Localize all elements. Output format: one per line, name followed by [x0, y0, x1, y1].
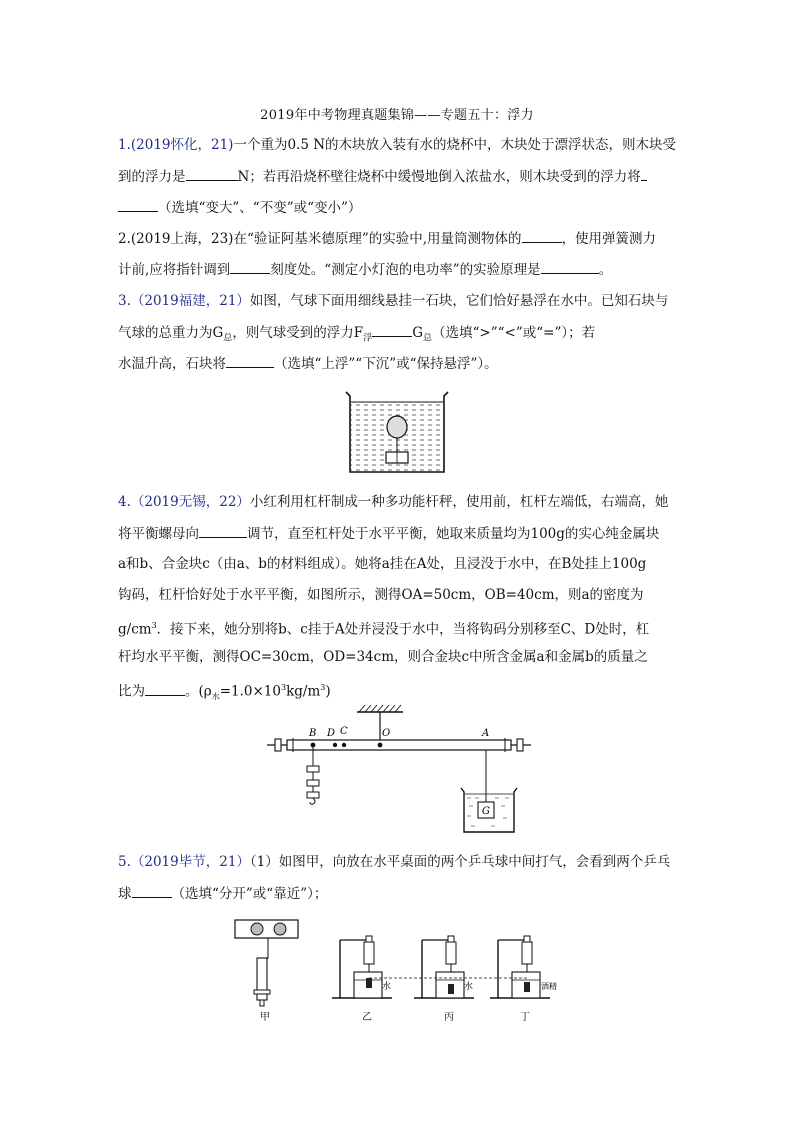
q3-sub2: 浮: [363, 333, 373, 344]
q4-line2: [118, 523, 684, 544]
q2-source: 2.(2019上海，23): [118, 231, 234, 247]
weight-hook: [310, 798, 315, 804]
q4-line3: a和b、合金块c（由a、b的材料组成）。她将a挂在A处，且浸没于水中，在B处挂上100g: [118, 556, 647, 572]
q4-blank2[interactable]: [145, 681, 185, 696]
label-c: C: [340, 726, 348, 737]
q1-text2a: 到的浮力是: [118, 169, 186, 185]
label-b: B: [309, 728, 317, 739]
point-o: [378, 743, 383, 748]
q2-line2: [118, 259, 684, 280]
q5-source: 5.（2019毕节，21）: [118, 854, 250, 870]
q4-text7a: 比为: [118, 683, 145, 700]
label-water1: 水: [382, 982, 392, 992]
q1-text3: （选填“变大”、“不变”或“变小”）: [158, 200, 362, 216]
q3-text3a: 水温升高，石块将: [118, 356, 226, 372]
q4-text7b: 。(ρ: [185, 683, 212, 700]
fig-jia: [235, 920, 298, 1023]
q2-text2c: 。: [598, 262, 613, 278]
balloon: [387, 416, 407, 438]
point-b: [311, 743, 316, 748]
q2-line1: [118, 228, 684, 249]
q3-blank1[interactable]: [372, 322, 412, 337]
q5-text2a: 球: [118, 886, 132, 902]
q5-text2b: （选填“分开”或“靠近”）；: [171, 886, 328, 902]
fig-ding: [490, 936, 557, 1023]
q4-line5: [118, 616, 684, 640]
q5-text1: （1）如图甲，向放在水平桌面的两个乒乓球中间打气，会看到两个乒乓: [249, 854, 671, 870]
q3-text2b: ，则气球受到的浮力F: [232, 325, 364, 341]
q3-line3: [118, 353, 684, 374]
label-bing: 丙: [444, 1012, 454, 1023]
label-jia: 甲: [260, 1012, 270, 1023]
label-o: O: [382, 728, 391, 739]
fig5-figure: [232, 914, 568, 1024]
fig-bing: [414, 936, 474, 1023]
q4-sup1: 3: [151, 621, 157, 630]
q4-line4: 钩码，杠杆恰好处于水平平衡，如图所示，测得OA=50cm，OB=40cm，则a的密度为: [118, 587, 644, 603]
q2-text1: 在“验证阿基米德原理”的实验中,用量筒测物体的: [233, 231, 522, 247]
label-g: G: [482, 806, 490, 817]
weight-middle: [307, 780, 319, 786]
q4-blank1[interactable]: [199, 523, 247, 538]
q4-text7e: ): [325, 683, 331, 700]
q1-line3: [118, 197, 684, 218]
q3-text3b: （选填“上浮”“下沉”或“保持悬浮”）。: [274, 356, 498, 372]
q4-text7d: kg/m: [286, 683, 321, 700]
q4-line1: [118, 492, 684, 512]
page-title: 2019年中考物理真题集锦——专题五十：浮力: [260, 108, 534, 123]
q5-line2: [118, 883, 684, 904]
q5-blank1[interactable]: [132, 883, 172, 898]
q3-text2a: 气球的总重力为G: [118, 325, 224, 341]
label-ding: 丁: [520, 1012, 530, 1023]
q3-text1: 如图，气球下面用细线悬挂一石块，它们恰好悬浮在水中。已知石块与: [249, 293, 669, 309]
q2-text1b: ，使用弹簧测力: [561, 231, 657, 247]
weight-bottom: [307, 792, 319, 798]
q2-blank1[interactable]: [522, 228, 562, 243]
q1-blank1[interactable]: [186, 166, 238, 181]
q4-text7c: =1.0×10: [219, 683, 281, 700]
q4-line6: 杆均水平平衡，测得OC=30cm，OD=34cm，则合金块c中所含金属a和金属b的质量之: [118, 649, 648, 665]
q3-blank2[interactable]: [226, 353, 274, 368]
q4-text2b: 调节，直至杠杆处于水平平衡，她取来质量均为100g的实心纯金属块: [247, 526, 660, 542]
q3-line1: [118, 291, 684, 311]
q1-blank2b[interactable]: [118, 197, 158, 212]
lever-figure: [265, 704, 533, 836]
fig-yi: [332, 936, 392, 1023]
q2-blank3[interactable]: [541, 259, 599, 274]
label-a: A: [482, 728, 490, 739]
q1-source: 1.(2019怀化，21): [118, 137, 234, 153]
q4-sup2: 3: [281, 683, 287, 692]
q5-line1: [118, 852, 684, 872]
q4-text5b: ．接下来，她分别将b、c挂于A处并浸没于水中，当将钩码分别移至C、D处时，杠: [156, 621, 650, 638]
q4-sub1: 水: [211, 692, 220, 702]
q3-sub3: 总: [423, 333, 433, 344]
balance-nut-right: [517, 739, 523, 751]
point-c: [342, 743, 346, 747]
q3-line2: [118, 322, 684, 349]
q3-sub1: 总: [223, 333, 233, 344]
q4-line7: [118, 678, 684, 707]
q2-text2b: 刻度处。“测定小灯泡的电功率”的实验原理是: [270, 262, 541, 278]
q2-text2a: 计前,应将指针调到: [118, 262, 231, 278]
label-d: D: [327, 728, 336, 739]
q4-text1: 小红利用杠杆制成一种多功能杆秤，使用前，杠杆左端低，右端高，她: [249, 494, 669, 510]
lever-bar: [287, 740, 511, 750]
q4-text2a: 将平衡螺母向: [118, 526, 199, 542]
label-water2: 水: [464, 982, 474, 992]
q4-source: 4.（2019无锡，22）: [118, 494, 250, 510]
weight-top: [307, 766, 319, 772]
balloon-beaker-figure: [340, 388, 455, 478]
q3-source: 3.（2019福建，21）: [118, 293, 250, 309]
label-yi: 乙: [362, 1012, 372, 1023]
point-d: [333, 743, 337, 747]
q1-line1: [118, 135, 684, 155]
label-alcohol: 酒精: [541, 982, 557, 991]
balance-nut-left: [275, 739, 281, 751]
q1-line2: [118, 166, 684, 187]
q4-text5a: g/cm: [118, 621, 152, 638]
q3-text2d: （选填“>”“<”或“=”）；若: [432, 325, 596, 341]
q1-blank2a[interactable]: [641, 166, 647, 181]
q4-sup3: 3: [320, 683, 326, 692]
q1-text1: 一个重为0.5 N的木块放入装有水的烧杯中，木块处于漂浮状态，则木块受: [233, 137, 677, 153]
q3-text2c: G: [412, 325, 423, 341]
q1-text2b: N；若再沿烧杯壁往烧杯中缓慢地倒入浓盐水，则木块受到的浮力将: [237, 169, 641, 185]
q2-blank2[interactable]: [230, 259, 270, 274]
